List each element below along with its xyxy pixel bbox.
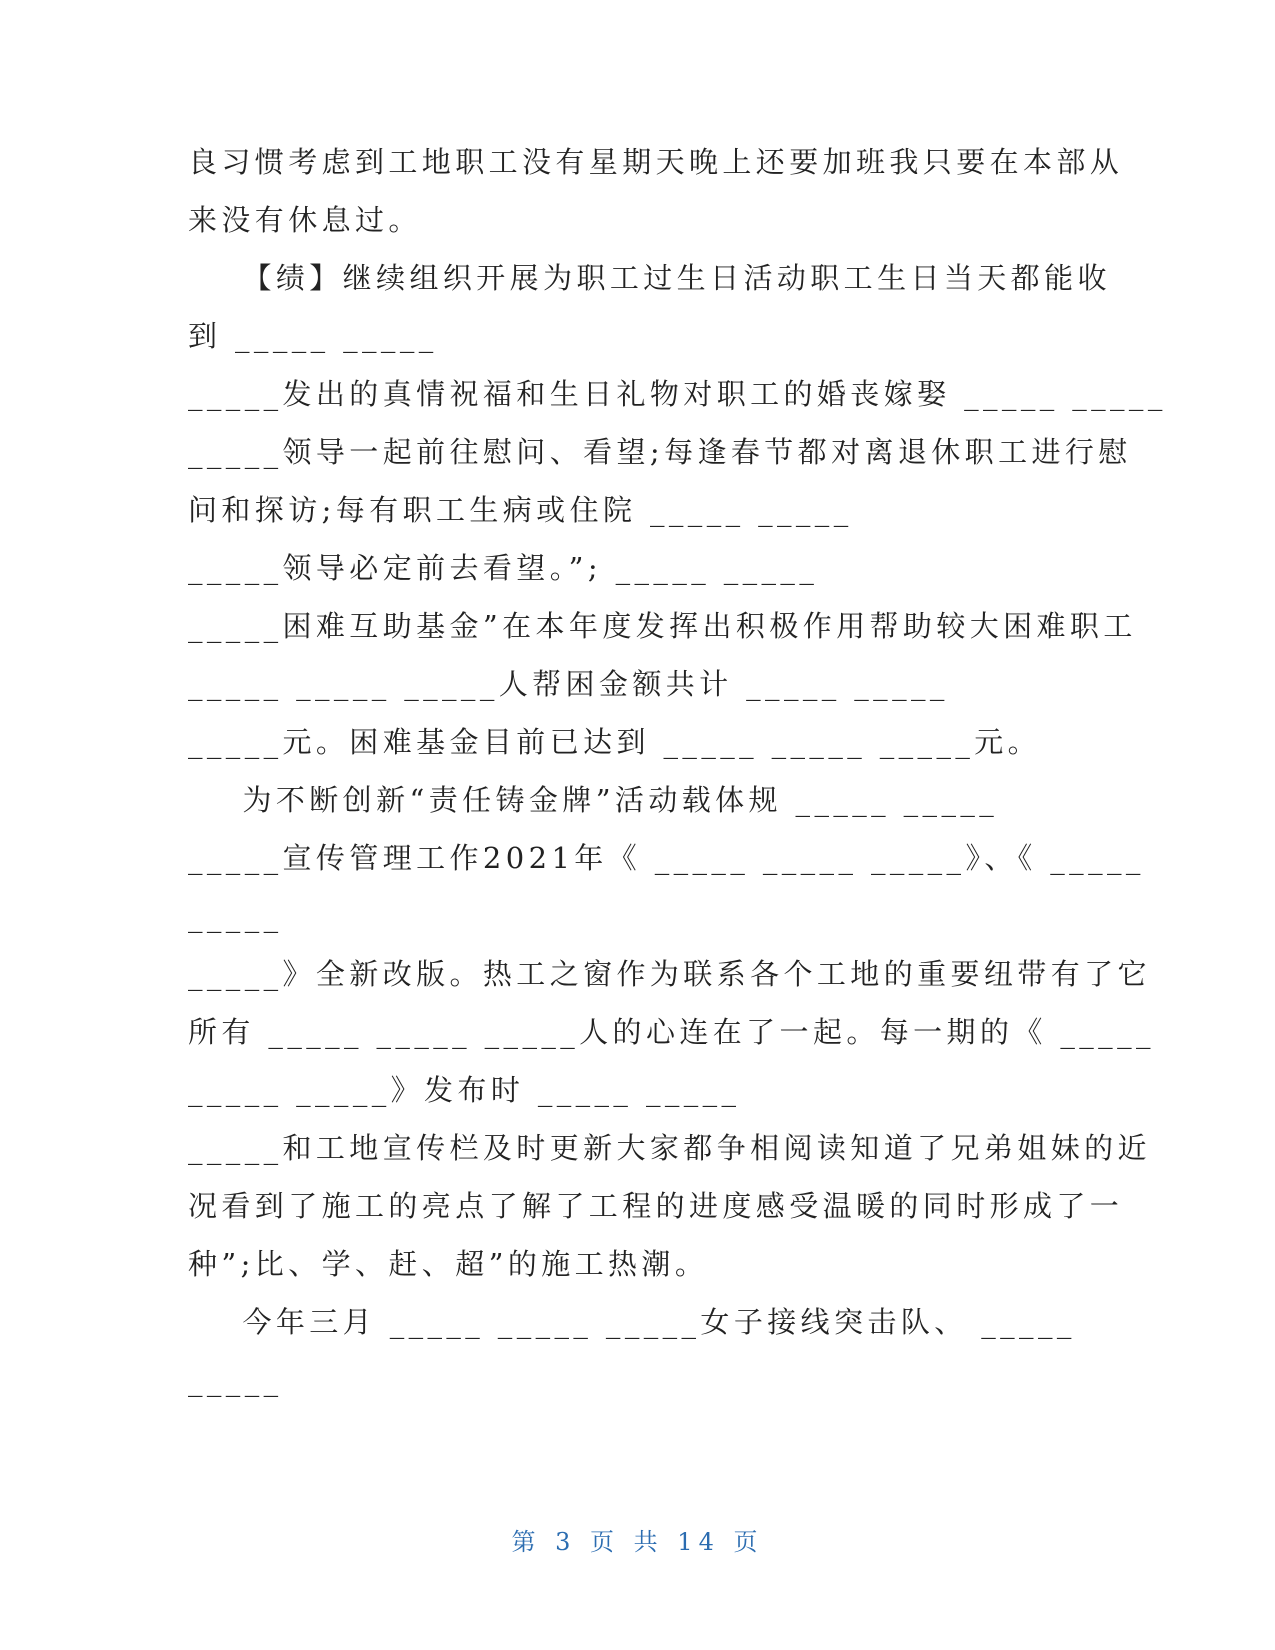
text-line: 到 _____ _____ bbox=[188, 319, 438, 353]
text-line: _____宣传管理工作2021年《 _____ _____ _____》、《 _____ bbox=[188, 841, 1145, 875]
text-line: _____元。困难基金目前已达到 _____ _____ _____元。 bbox=[188, 725, 1042, 759]
text-line: 良习惯考虑到工地职工没有星期天晚上还要加班我只要在本部从 bbox=[188, 145, 1124, 179]
text-line: _____》全新改版。热工之窗作为联系各个工地的重要纽带有了它 bbox=[188, 957, 1151, 991]
text-line: 况看到了施工的亮点了解了工程的进度感受温暖的同时形成了一 bbox=[188, 1189, 1124, 1223]
text-line: 来没有休息过。 bbox=[188, 203, 422, 237]
text-line: _____领导一起前往慰问、看望;每逢春节都对离退休职工进行慰 bbox=[188, 435, 1132, 469]
text-line: 今年三月 _____ _____ _____女子接线突击队、 _____ bbox=[188, 1305, 1076, 1339]
text-line: _____ _____ _____人帮困金额共计 _____ _____ bbox=[188, 667, 949, 701]
text-line: _____和工地宣传栏及时更新大家都争相阅读知道了兄弟姐妹的近 bbox=[188, 1131, 1151, 1165]
text-line: 问和探访;每有职工生病或住院 _____ _____ bbox=[188, 493, 853, 527]
page-number-footer: 第 3 页 共 14 页 bbox=[511, 1528, 764, 1556]
text-line: 所有 _____ _____ _____人的心连在了一起。每一期的《 _____ bbox=[188, 1015, 1155, 1049]
text-line: 为不断创新“责任铸金牌”活动载体规 _____ _____ bbox=[188, 783, 999, 817]
text-line: _____ bbox=[188, 899, 283, 933]
text-line: _____领导必定前去看望。”; _____ _____ bbox=[188, 551, 819, 585]
text-line: _____ _____》发布时 _____ _____ bbox=[188, 1073, 741, 1107]
text-line: 【绩】继续组织开展为职工过生日活动职工生日当天都能收 bbox=[188, 261, 1111, 295]
text-line: _____ bbox=[188, 1363, 283, 1397]
text-line: 种”;比、学、赶、超”的施工热潮。 bbox=[188, 1247, 709, 1281]
text-line: _____发出的真情祝福和生日礼物对职工的婚丧嫁娶 _____ _____ bbox=[188, 377, 1167, 411]
text-line: _____困难互助基金”在本年度发挥出积极作用帮助较大困难职工 bbox=[188, 609, 1137, 643]
